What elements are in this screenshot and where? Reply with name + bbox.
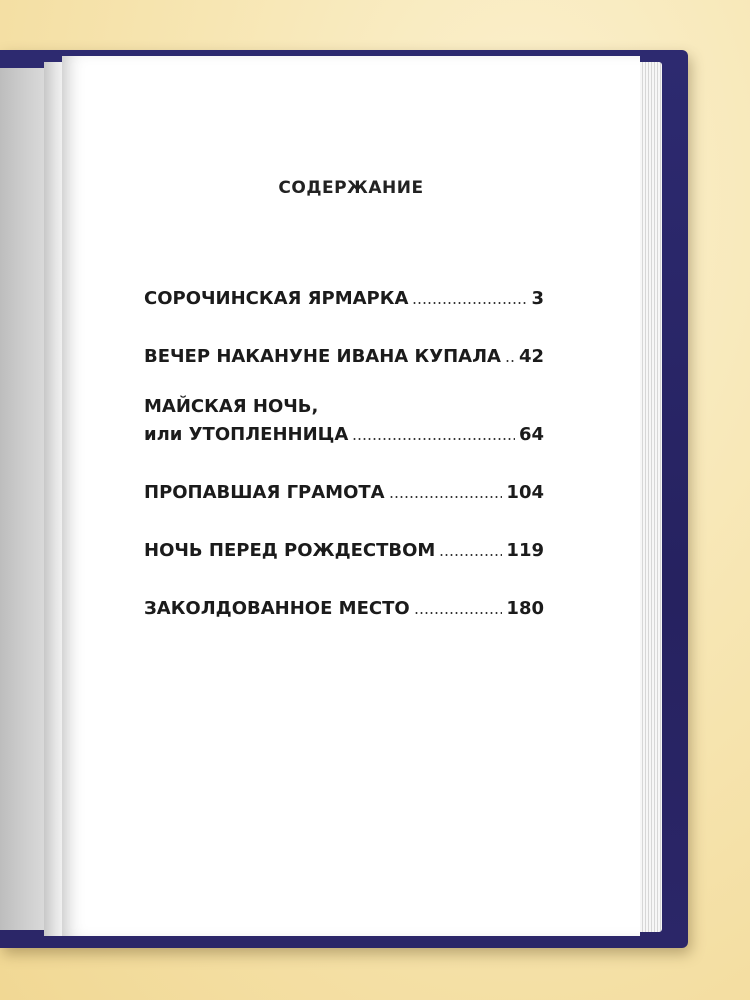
contents-page — [62, 56, 640, 936]
toc-entry-page: 104 — [506, 482, 544, 503]
toc-entry-title: ЗАКОЛДОВАННОЕ МЕСТО — [144, 598, 410, 619]
toc-entry-page: 119 — [506, 540, 544, 561]
dot-leader — [439, 554, 502, 556]
toc-entry-title-line1: МАЙСКАЯ НОЧЬ, — [144, 396, 319, 417]
toc-entry-title: ПРОПАВШАЯ ГРАМОТА — [144, 482, 385, 503]
dot-leader — [505, 360, 515, 362]
toc-entry-title: или УТОПЛЕННИЦА — [144, 424, 349, 445]
toc-entry-page: 42 — [518, 346, 544, 367]
toc-entry-title: ВЕЧЕР НАКАНУНЕ ИВАНА КУПАЛА — [144, 346, 501, 367]
toc-entry-page: 64 — [518, 424, 544, 445]
page-fold — [44, 62, 64, 936]
dot-leader — [412, 302, 527, 304]
toc-entry — [144, 288, 544, 309]
toc-entry-page: 180 — [506, 598, 544, 619]
dot-leader — [352, 438, 515, 440]
dot-leader — [389, 496, 503, 498]
toc-entry — [144, 482, 544, 503]
toc-entry-title: НОЧЬ ПЕРЕД РОЖДЕСТВОМ — [144, 540, 436, 561]
dot-leader — [414, 612, 503, 614]
toc-entry-title: СОРОЧИНСКАЯ ЯРМАРКА — [144, 288, 409, 309]
toc-entry — [144, 598, 544, 619]
toc-entry — [144, 424, 544, 445]
toc-heading: СОДЕРЖАНИЕ — [278, 178, 424, 198]
toc-entry-page: 3 — [531, 288, 544, 309]
left-page — [0, 68, 44, 930]
toc-entry — [144, 346, 544, 367]
toc-entry — [144, 540, 544, 561]
